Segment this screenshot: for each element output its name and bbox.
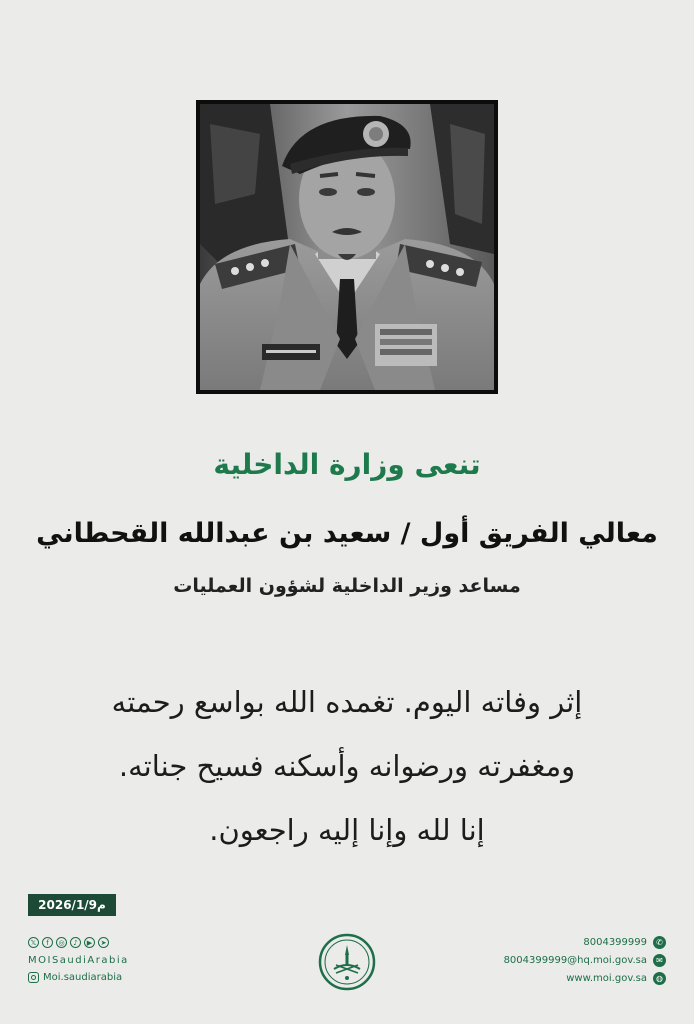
youtube-icon[interactable]: ▶: [84, 937, 95, 948]
x-icon[interactable]: 𝕏: [28, 937, 39, 948]
instagram-icon: [28, 972, 39, 983]
social-handle[interactable]: MOISaudiArabia: [28, 955, 129, 966]
instagram-icon[interactable]: ◎: [56, 937, 67, 948]
condolence-message: [60, 670, 634, 862]
contact-phone[interactable]: [583, 936, 666, 949]
portrait-photo: [200, 104, 494, 390]
instagram-handle: Moi.saudiarabia: [43, 972, 123, 983]
website-url: www.moi.gov.sa: [566, 973, 647, 984]
message-line-3: إنا لله وإنا إليه راجعون.: [209, 813, 485, 847]
phone-icon: ✆: [653, 936, 666, 949]
facebook-icon[interactable]: f: [42, 937, 53, 948]
message-line-2: ومغفرته ورضوانه وأسكنه فسيح جناته.: [118, 749, 576, 783]
date-badge: 2026/1/9م: [28, 894, 116, 916]
tiktok-icon[interactable]: ♪: [70, 937, 81, 948]
contact-email[interactable]: [504, 954, 666, 967]
phone-number: 8004399999: [583, 937, 647, 948]
instagram-handle-row[interactable]: [28, 972, 122, 983]
person-name: معالي الفريق أول / سعيد بن عبدالله القحطاني: [36, 518, 658, 549]
telegram-icon[interactable]: ➤: [98, 937, 109, 948]
ministry-emblem-icon: [318, 933, 376, 991]
email-icon: ✉: [653, 954, 666, 967]
portrait-photo-frame: [196, 100, 498, 394]
headline: تنعى وزارة الداخلية: [213, 448, 481, 481]
message-line-1: إثر وفاته اليوم. تغمده الله بواسع رحمته: [111, 685, 583, 719]
contact-website[interactable]: [566, 972, 666, 985]
person-title: مساعد وزير الداخلية لشؤون العمليات: [173, 575, 521, 597]
social-icons: [28, 937, 109, 948]
globe-icon: ◍: [653, 972, 666, 985]
email-address: 8004399999@hq.moi.gov.sa: [503, 955, 647, 966]
